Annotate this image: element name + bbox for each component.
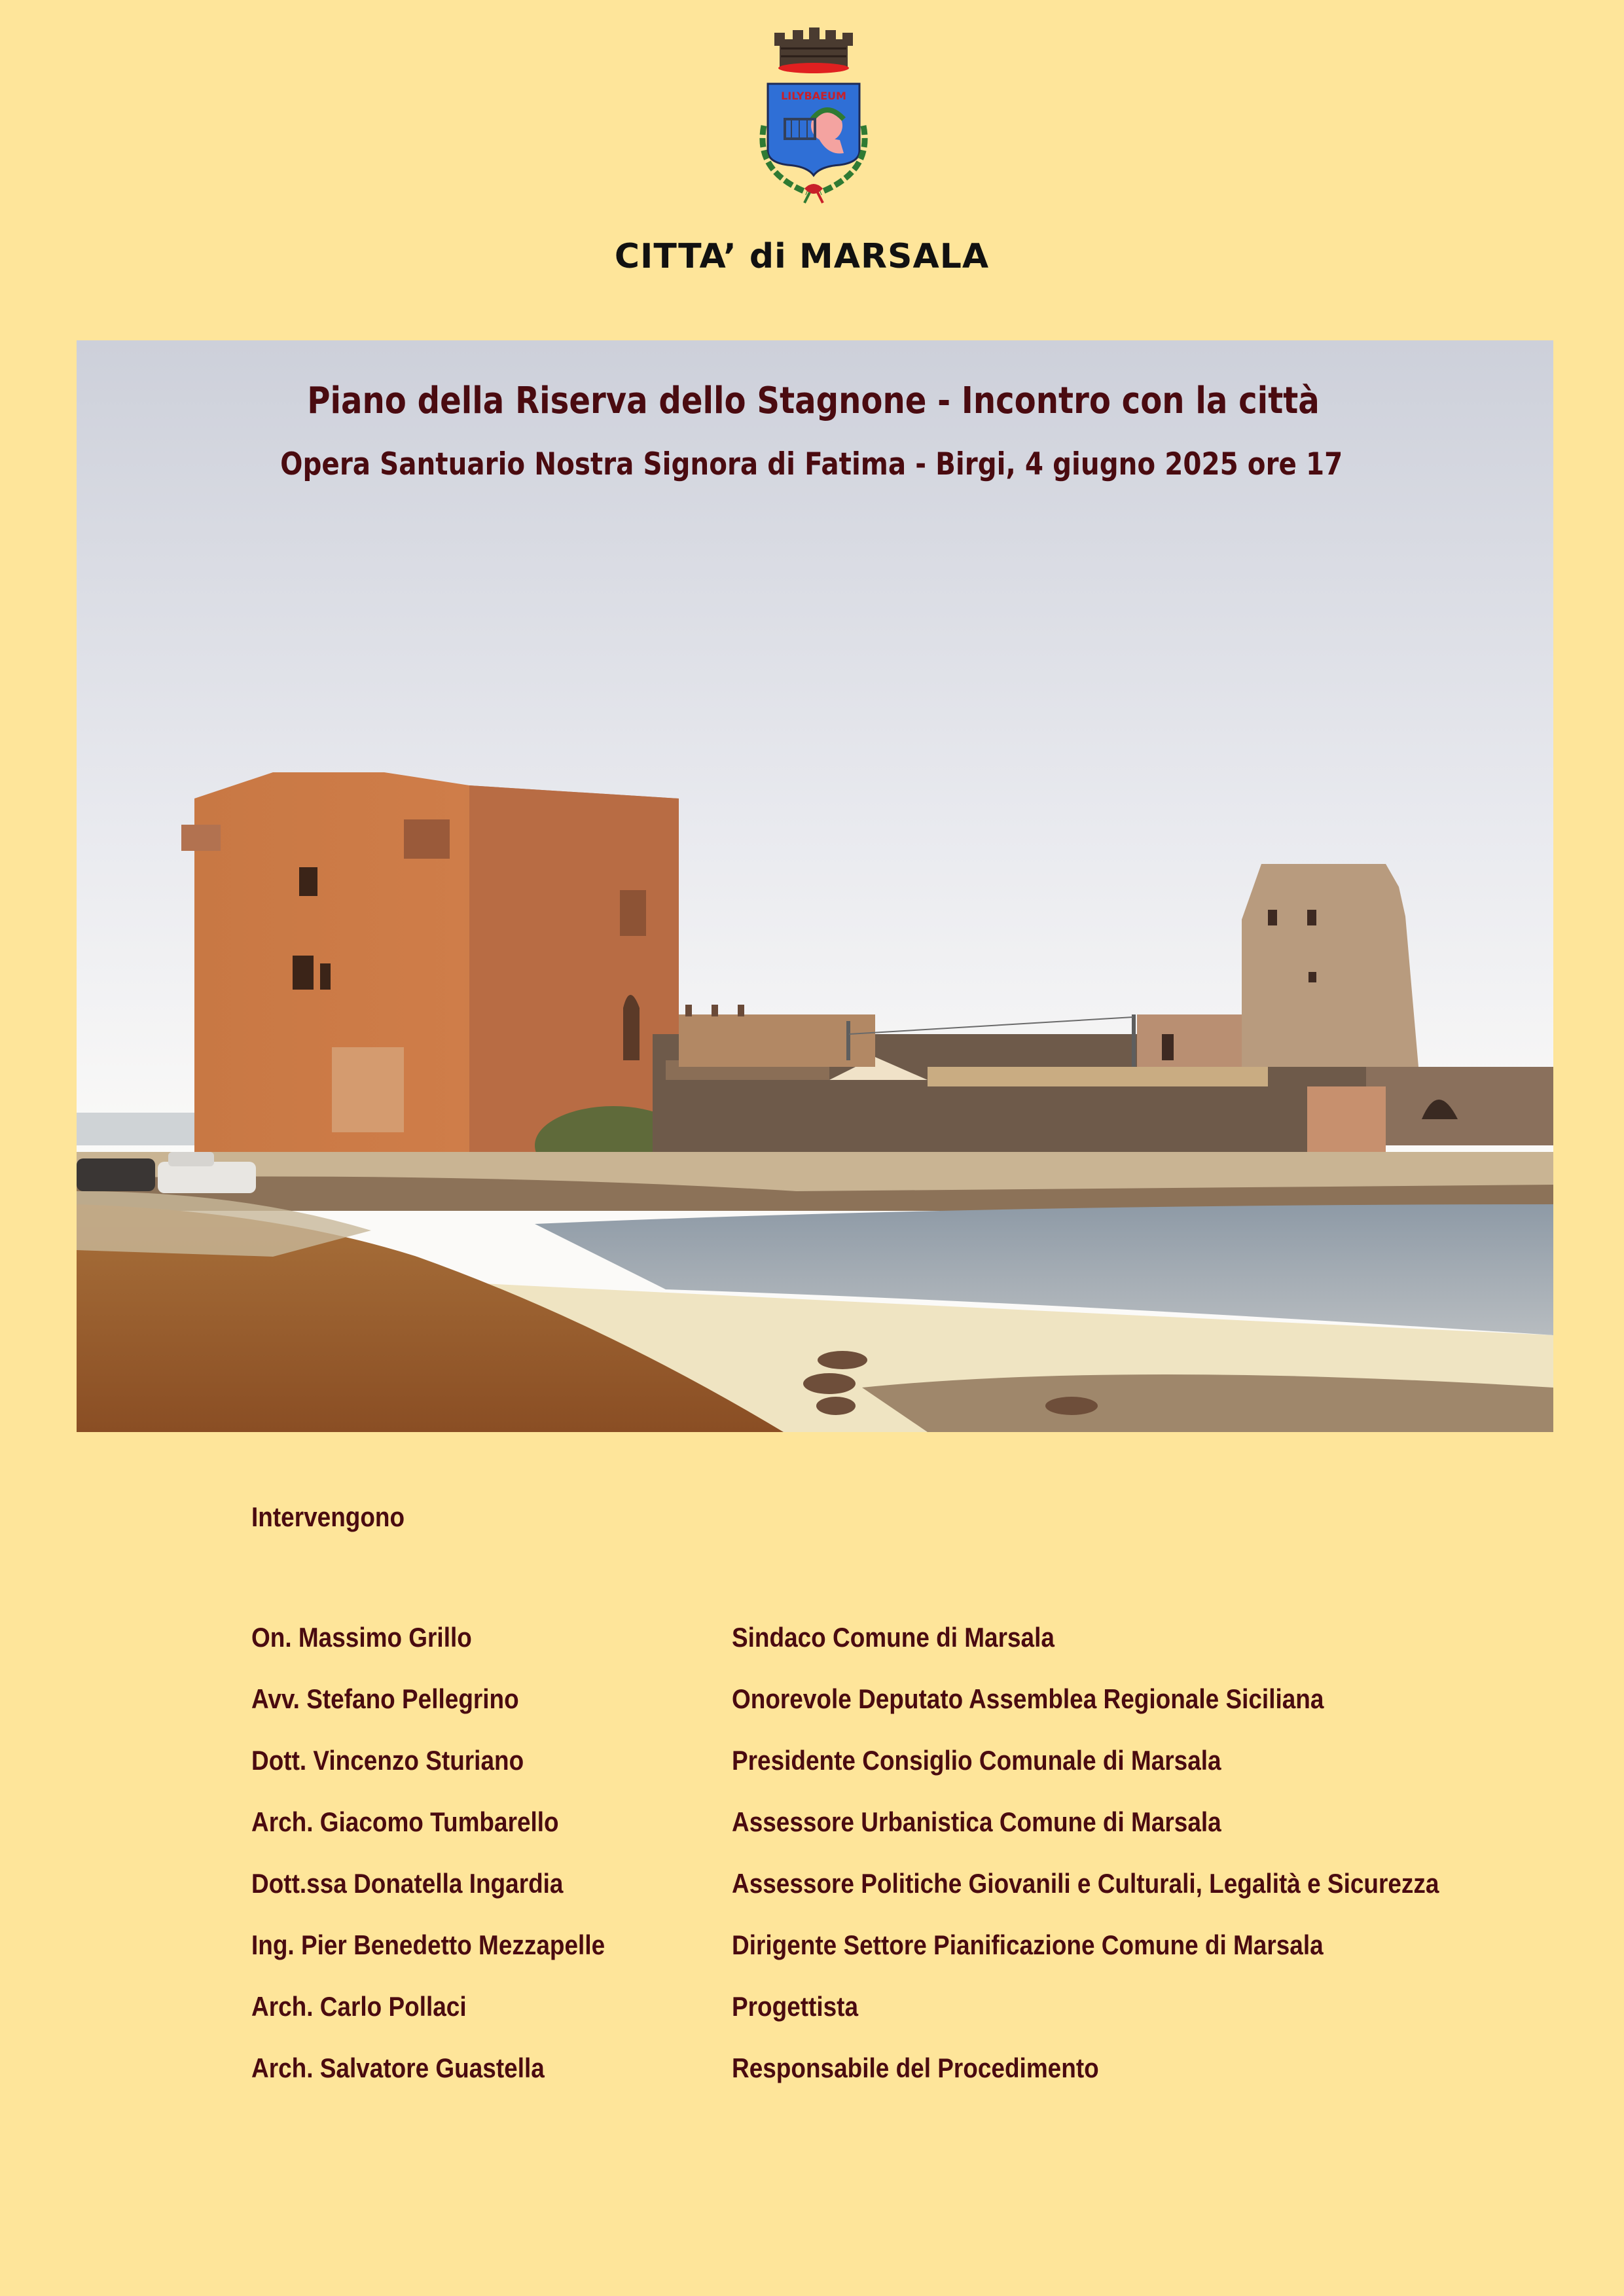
speaker-role: Assessore Urbanistica Comune di Marsala xyxy=(732,1806,1221,1837)
speakers-list xyxy=(251,1622,1561,2114)
speaker-role: Assessore Politiche Giovanili e Culturali, Legalità e Sicurezza xyxy=(732,1868,1439,1899)
speaker-row xyxy=(251,1745,1561,1806)
speaker-name: Dott.ssa Donatella Ingardia xyxy=(251,1868,564,1899)
speaker-role: Onorevole Deputato Assemblea Regionale Siciliana xyxy=(732,1683,1324,1714)
speakers-heading: Intervengono xyxy=(251,1501,405,1532)
event-subtitle: Opera Santuario Nostra Signora di Fatima - Birgi, 4 giugno 2025 ore 17 xyxy=(280,446,1343,482)
speaker-name: Arch. Salvatore Guastella xyxy=(251,2053,545,2083)
stagnone-towers-photo xyxy=(77,340,1553,1432)
speaker-name: Dott. Vincenzo Sturiano xyxy=(251,1745,524,1776)
speaker-row xyxy=(251,1991,1561,2053)
speaker-name: On. Massimo Grillo xyxy=(251,1622,472,1653)
speaker-name: Ing. Pier Benedetto Mezzapelle xyxy=(251,1929,605,1960)
speaker-name: Avv. Stefano Pellegrino xyxy=(251,1683,519,1714)
speaker-role: Sindaco Comune di Marsala xyxy=(732,1622,1055,1653)
speaker-name: Arch. Carlo Pollaci xyxy=(251,1991,467,2022)
speaker-row xyxy=(251,1683,1561,1745)
speaker-row xyxy=(251,1929,1561,1991)
speaker-role: Dirigente Settore Pianificazione Comune di Marsala xyxy=(732,1929,1324,1960)
speaker-row xyxy=(251,1806,1561,1868)
speaker-row xyxy=(251,1868,1561,1929)
event-title: Piano della Riserva dello Stagnone - Incontro con la città xyxy=(307,380,1320,422)
city-coat-of-arms-icon xyxy=(742,27,886,204)
speaker-role: Presidente Consiglio Comunale di Marsala xyxy=(732,1745,1221,1776)
speaker-row xyxy=(251,1622,1561,1683)
speaker-name: Arch. Giacomo Tumbarello xyxy=(251,1806,559,1837)
city-title: CITTA’ di MARSALA xyxy=(614,237,990,276)
speaker-role: Responsabile del Procedimento xyxy=(732,2053,1099,2083)
speaker-row xyxy=(251,2053,1561,2114)
svg-text:LILYBAEUM: LILYBAEUM xyxy=(781,90,846,102)
speaker-role: Progettista xyxy=(732,1991,859,2022)
crown-icon xyxy=(774,27,853,73)
